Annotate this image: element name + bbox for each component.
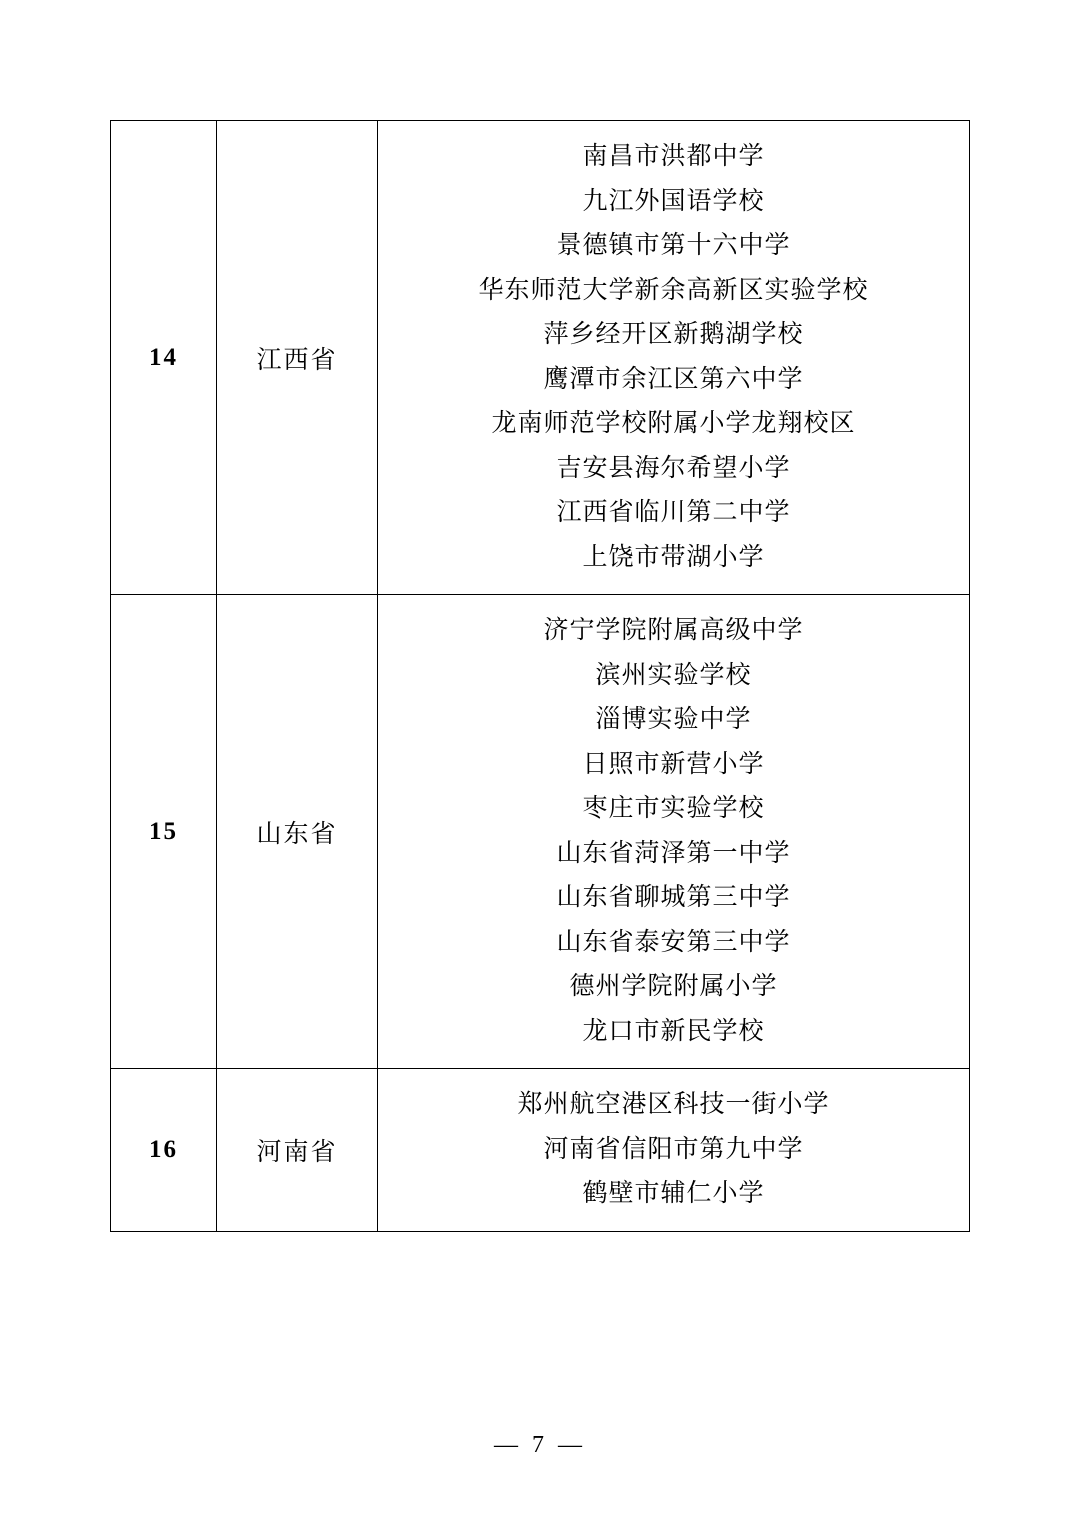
- list-item: 枣庄市实验学校: [582, 795, 765, 822]
- row-schools-cell: [378, 121, 970, 595]
- list-item: 河南省信阳市第九中学: [543, 1135, 804, 1163]
- school-list: [378, 121, 969, 594]
- list-item: 淄博实验中学: [595, 706, 752, 733]
- list-item: 华东师范大学新余高新区实验学校: [478, 276, 869, 304]
- list-item: 景德镇市第十六中学: [556, 232, 791, 259]
- row-province: 山东省: [256, 820, 338, 848]
- list-item: 上饶市带湖小学: [582, 543, 765, 571]
- list-item: 南昌市洪都中学: [582, 143, 765, 170]
- list-item: 济宁学院附属高级中学: [543, 617, 804, 644]
- row-schools-cell: [378, 595, 970, 1069]
- list-item: 山东省菏泽第一中学: [556, 839, 791, 867]
- row-index-cell: [111, 121, 217, 595]
- row-index-cell: [111, 595, 217, 1069]
- list-item: 郑州航空港区科技一街小学: [517, 1091, 830, 1118]
- list-item: 吉安县海尔希望小学: [556, 454, 791, 482]
- list-item: 萍乡经开区新鹅湖学校: [543, 321, 804, 348]
- list-item: 鹰潭市余江区第六中学: [543, 365, 804, 393]
- list-item: 山东省泰安第三中学: [556, 928, 791, 956]
- list-item: 德州学院附属小学: [569, 973, 778, 1000]
- row-schools-cell: [378, 1069, 970, 1232]
- list-item: 龙口市新民学校: [582, 1017, 765, 1045]
- page-number: — 7 —: [494, 1432, 586, 1458]
- row-province-cell: [217, 1069, 378, 1232]
- row-province-cell: [217, 595, 378, 1069]
- table-row: [111, 1069, 970, 1232]
- list-item: 江西省临川第二中学: [556, 499, 791, 526]
- list-item: 山东省聊城第三中学: [556, 884, 791, 911]
- list-item: 滨州实验学校: [595, 661, 752, 689]
- school-list-table: [110, 120, 970, 1232]
- row-index: 15: [149, 817, 178, 845]
- list-item: 九江外国语学校: [582, 187, 765, 215]
- row-province: 江西省: [256, 346, 338, 374]
- table-row: [111, 121, 970, 595]
- row-index-cell: [111, 1069, 217, 1232]
- table-row: [111, 595, 970, 1069]
- row-province: 河南省: [256, 1138, 338, 1166]
- list-item: 日照市新营小学: [582, 750, 765, 778]
- list-item: 龙南师范学校附属小学龙翔校区: [491, 410, 856, 437]
- school-list: [378, 1069, 969, 1231]
- list-item: 鹤壁市辅仁小学: [582, 1180, 765, 1207]
- row-index: 16: [149, 1135, 178, 1163]
- row-index: 14: [149, 343, 178, 371]
- row-province-cell: [217, 121, 378, 595]
- school-list: [378, 595, 969, 1068]
